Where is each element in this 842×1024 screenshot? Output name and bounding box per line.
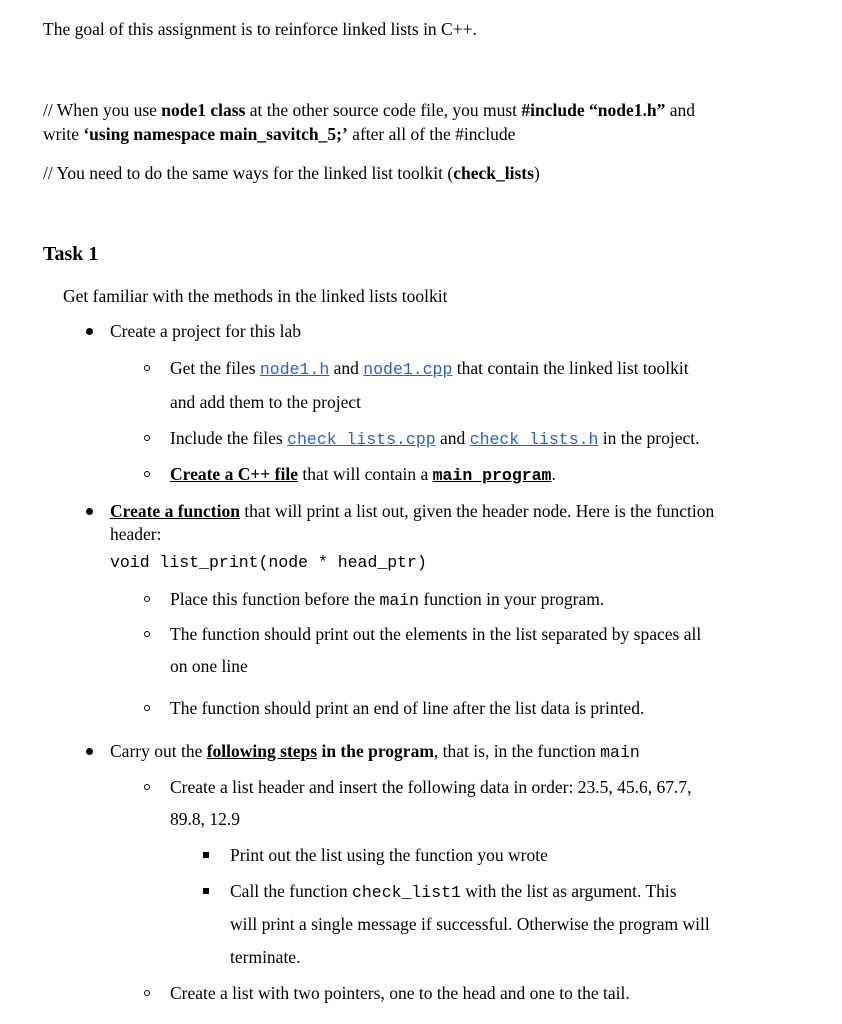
bullet-create-function	[110, 500, 714, 522]
bullet-text: Carry out the	[110, 741, 207, 761]
note-bold: #include “node1.h”	[521, 100, 666, 120]
code-check-list1: check_list1	[352, 883, 461, 902]
sub-include-files	[170, 427, 699, 451]
sub-bold: Create a C++ file	[170, 464, 298, 484]
task-intro: Get familiar with the methods in the linked lists toolkit	[63, 286, 448, 306]
bullet-bold: Create a function	[110, 501, 240, 521]
bullet-square-icon	[203, 852, 209, 858]
sub-end-of-line: The function should print an end of line after the list data is printed.	[170, 698, 645, 718]
code-function-header: void list_print(node * head_ptr)	[110, 553, 427, 572]
note-bold: ‘using namespace main_savitch_5;’	[83, 124, 348, 144]
subsub-text: with the list as argument. This	[460, 881, 677, 901]
note-text: // When you use	[43, 100, 162, 120]
bullet-disc-icon	[86, 328, 93, 335]
note-text: )	[533, 163, 540, 183]
note-bold: check_lists	[453, 163, 534, 183]
code-main: main	[379, 591, 420, 610]
bullet-bold: following steps	[206, 741, 318, 761]
sub-get-files	[170, 357, 689, 381]
sub-print-elements-cont: on one line	[170, 656, 248, 676]
bullet-circle-icon	[144, 365, 150, 371]
bullet-disc-icon	[86, 508, 93, 515]
bullet-circle-icon	[144, 990, 150, 996]
bullet-disc-icon	[86, 748, 93, 755]
sub-text: function in your program.	[419, 589, 605, 609]
bullet-circle-icon	[144, 631, 150, 637]
bullet-text: that will print a list out, given the header node. Here is the function	[239, 501, 715, 521]
note-text: // You need to do the same ways for the linked list toolkit (	[43, 163, 454, 183]
sub-create-list-header-cont: 89.8, 12.9	[170, 809, 240, 829]
sub-text: and	[329, 358, 364, 378]
code-main: main	[600, 743, 640, 762]
bullet-text: , that is, in the function	[433, 741, 601, 761]
sub-text: Get the files	[170, 358, 260, 378]
bullet-create-function-cont: header:	[110, 524, 162, 544]
file-link-node1-h[interactable]: node1.h	[259, 360, 330, 379]
note-include-line2	[43, 123, 515, 145]
bullet-circle-icon	[144, 471, 150, 477]
sub-place-function	[170, 588, 604, 612]
sub-text: that contain the linked list toolkit	[452, 358, 689, 378]
intro-text: The goal of this assignment is to reinforce linked lists in C++.	[43, 19, 477, 39]
sub-text: in the project.	[598, 428, 700, 448]
code-main-program: main program	[432, 466, 552, 485]
note-text: write	[43, 124, 84, 144]
subsub-call-check-cont: will print a single message if successful. Otherwise the program will	[230, 914, 710, 934]
bullet-square-icon	[203, 888, 209, 894]
file-link-node1-cpp[interactable]: node1.cpp	[363, 360, 453, 379]
note-include-line1	[43, 99, 695, 121]
note-text: and	[665, 100, 696, 120]
sub-get-files-cont: and add them to the project	[170, 392, 361, 412]
note-text: at the other source code file, you must	[245, 100, 522, 120]
task-heading: Task 1	[43, 243, 99, 265]
bullet-circle-icon	[144, 784, 150, 790]
note-bold: node1 class	[161, 100, 246, 120]
bullet-bold: in the program	[317, 741, 434, 761]
subsub-print-list: Print out the list using the function you wrote	[230, 845, 548, 865]
sub-text: Place this function before the	[170, 589, 380, 609]
note-text: after all of the #include	[347, 124, 516, 144]
bullet-circle-icon	[144, 596, 150, 602]
subsub-call-check-cont2: terminate.	[230, 947, 301, 967]
file-link-check-lists-h[interactable]: check_lists.h	[469, 430, 599, 449]
sub-text: that will contain a	[297, 464, 433, 484]
bullet-circle-icon	[144, 705, 150, 711]
sub-two-pointers: Create a list with two pointers, one to the head and one to the tail.	[170, 983, 630, 1003]
sub-text: and	[435, 428, 470, 448]
sub-create-list-header: Create a list header and insert the following data in order: 23.5, 45.6, 67.7,	[170, 777, 692, 797]
subsub-text: Call the function	[230, 881, 352, 901]
file-link-check-lists-cpp[interactable]: check_lists.cpp	[287, 430, 436, 449]
sub-print-elements: The function should print out the elements in the list separated by spaces all	[170, 624, 702, 644]
note-toolkit	[43, 162, 540, 184]
sub-text: .	[551, 464, 556, 484]
bullet-circle-icon	[144, 435, 150, 441]
sub-text: Include the files	[170, 428, 288, 448]
bullet-create-project: Create a project for this lab	[110, 321, 301, 341]
bullet-carry-out	[110, 740, 640, 764]
subsub-call-check	[230, 880, 677, 904]
sub-create-file	[170, 463, 556, 487]
